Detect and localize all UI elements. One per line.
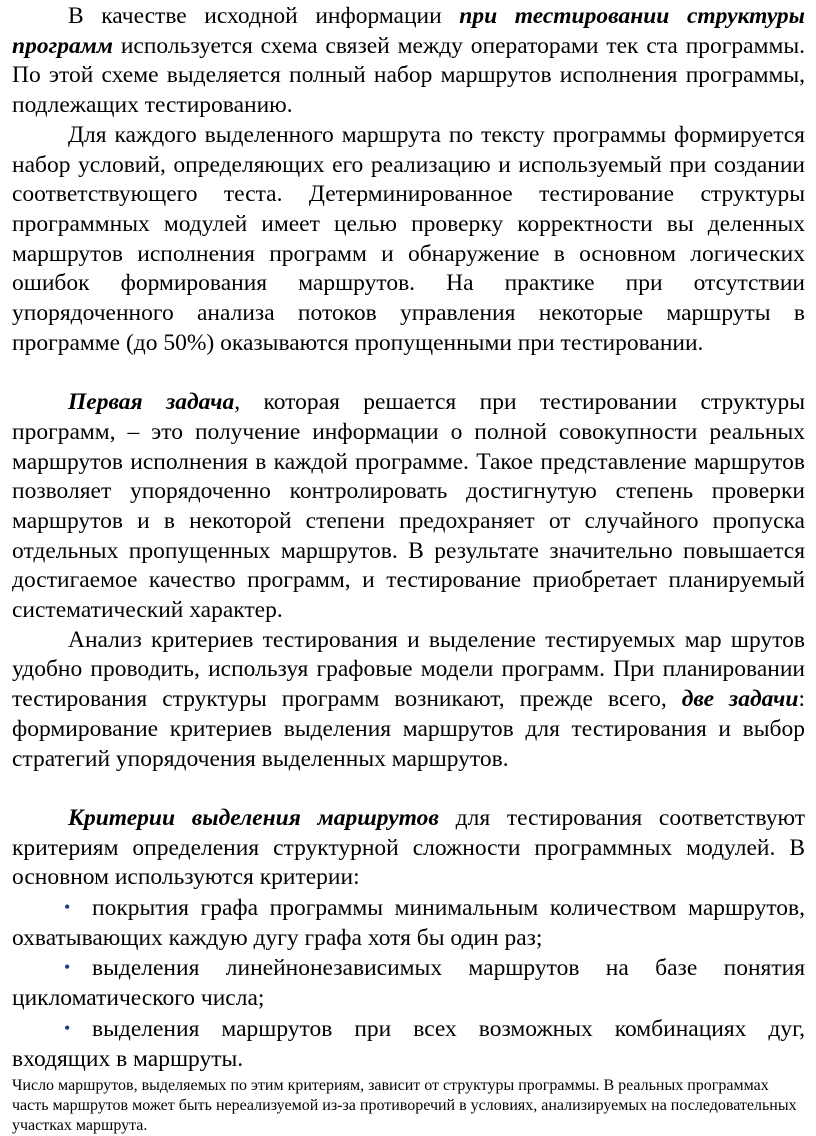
paragraph-first-task <box>12 388 805 626</box>
paragraph-gap <box>12 358 805 388</box>
paragraph-gap <box>12 774 805 804</box>
paragraph-criteria-analysis <box>12 626 805 775</box>
list-item <box>12 953 805 1013</box>
list-item-text: выделения линейнонезависимых маршрутов на базе понятия цикломатического числа; <box>12 955 805 1012</box>
footnote-text: Число маршрутов, выделяемых по этим критериям, зависит от структуры программы. В реальных программах часть маршрутов может быть нереализуемой из-за противоречий в условиях, анализируемых на последовательных участках маршрута. <box>12 1077 797 1135</box>
paragraph-first-task-text: , которая решается при тестировании структуры программ, – это получение информации о полной совокупности реальных маршрутов исполнения в каждой программе. Такое представление маршрутов позволяет упорядоченно контролировать достигнутую степень проверки маршрутов и в некоторой степени предохраняет от случайного пропуска отдельных пропущенных маршрутов. В результате значительно повышается достигаемое качество программ, и тестирование приобретает планируемый систематический характер. <box>12 389 805 624</box>
list-item <box>12 893 805 953</box>
bullet-dot-icon: • <box>64 1017 71 1038</box>
bullet-dot-icon: • <box>64 957 71 978</box>
paragraph-criteria-analysis-text-start: Анализ критериев тестирования и выделение тестируемых мар шрутов удобно проводить, используя графовые модели программ. При планировании тестирования структуры программ возникают, прежде всего, <box>12 626 805 713</box>
paragraph-route-conditions <box>12 121 805 359</box>
emphasis-route-criteria: Критерии выделения маршрутов <box>68 804 439 831</box>
paragraph-route-criteria-text: для тестирования соответствуют критериям определения структурной сложности программных модулей. В основном используются критерии: <box>12 804 805 891</box>
paragraph-criteria-analysis-text-end: : формирование критериев выделения маршрутов для тестирования и выбор стратегий упорядочения выделенных маршрутов. <box>12 686 805 772</box>
emphasis-two-tasks: две задачи <box>681 686 799 713</box>
criteria-list <box>12 893 805 1074</box>
paragraph-route-conditions-text: Для каждого выделенного маршрута по тексту программы формируется набор условий, определяющих его реализацию и используемый при создании соответствующего теста. Детерминированное тестирование структуры программных модулей имеет целью проверку корректности вы деленных маршрутов исполнения программ и обнаружение в основном логических ошибок формирования маршрутов. На практике при отсутствии упорядоченного анализа потоков управления некоторые маршруты в программе (до 50%) оказываются пропущенными при тестировании. <box>12 121 805 356</box>
paragraph-intro-text-end: используется схема связей между операторами тек ста программы. По этой схеме выделяется полный набор маршрутов исполнения программы, подлежащих тестированию. <box>12 32 805 119</box>
list-item <box>12 1014 805 1074</box>
list-item-text: покрытия графа программы минимальным количеством маршрутов, охватывающих каждую дугу графа хотя бы один раз; <box>12 895 805 951</box>
bullet-dot-icon: • <box>64 897 71 918</box>
emphasis-first-task: Первая задача <box>68 389 235 416</box>
paragraph-intro <box>12 2 805 121</box>
document-page <box>12 2 805 1136</box>
paragraph-route-criteria <box>12 804 805 893</box>
paragraph-intro-text-start: В качестве исходной информации <box>68 3 460 29</box>
emphasis-structure-testing: при тестировании структуры программ <box>12 3 805 59</box>
list-item-text: выделения маршрутов при всех возможных комбинациях дуг, входящих в маршруты. <box>12 1015 805 1072</box>
